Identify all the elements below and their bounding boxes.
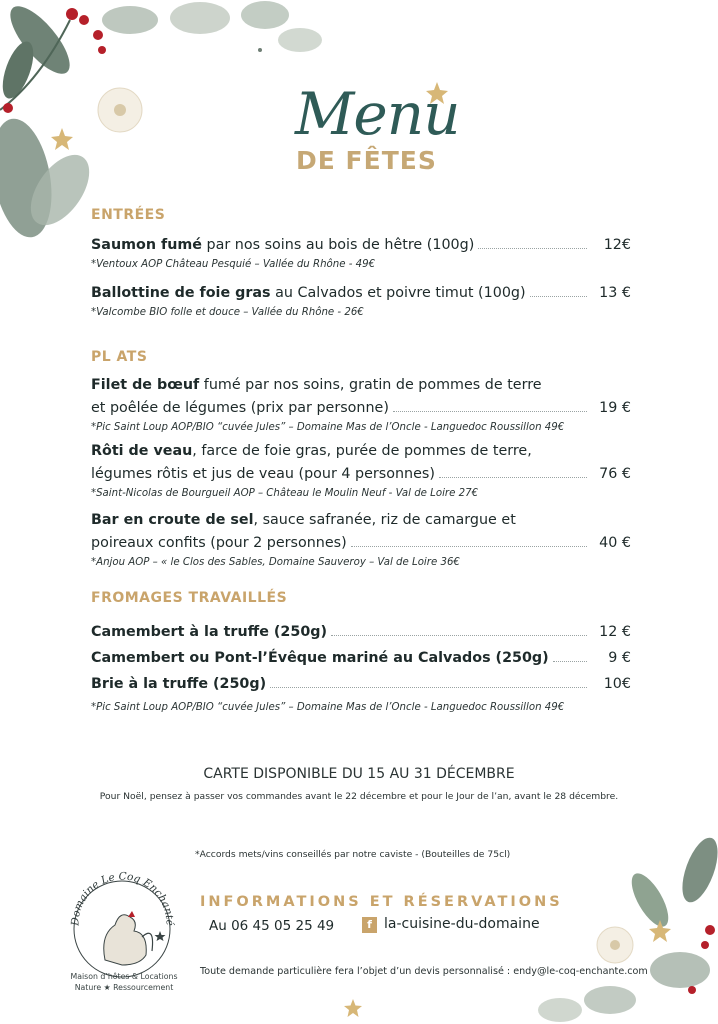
leader-dots bbox=[331, 635, 587, 636]
item-desc: , sauce safranée, riz de camargue et bbox=[253, 512, 516, 528]
section-heading-entrees: ENTRÉES bbox=[91, 207, 166, 223]
item-name: Brie à la truffe (250g) bbox=[91, 676, 267, 692]
item-price: 76 € bbox=[599, 466, 631, 482]
leader-dots bbox=[478, 248, 587, 249]
menu-item-ballottine bbox=[91, 282, 631, 320]
item-desc-line2: et poêlée de légumes (prix par personne) bbox=[91, 400, 389, 416]
item-desc: , farce de foie gras, purée de pommes de terre, bbox=[192, 443, 532, 459]
item-price: 10€ bbox=[603, 676, 631, 692]
item-price: 40 € bbox=[599, 535, 631, 551]
footer-note: Toute demande particulière fera l’objet d’un devis personnalisé : endy@le-coq-enchante.com bbox=[200, 966, 648, 977]
item-name: Filet de bœuf bbox=[91, 377, 200, 393]
menu-item-saumon bbox=[91, 234, 631, 272]
menu-item-camembert-truffe bbox=[91, 621, 631, 644]
menu-item-bar-croute bbox=[91, 509, 631, 570]
wine-pairing: *Anjou AOP – « le Clos des Sables, Domaine Sauveroy – Val de Loire 36€ bbox=[91, 557, 460, 568]
item-name: Bar en croute de sel bbox=[91, 512, 254, 528]
item-desc: au Calvados et poivre timut (100g) bbox=[270, 285, 526, 301]
section-heading-fromages: FROMAGES TRAVAILLÉS bbox=[91, 590, 288, 606]
facebook-page-link[interactable]: la-cuisine-du-domaine bbox=[384, 916, 540, 932]
menu-item-camembert-calvados bbox=[91, 647, 631, 670]
item-name: Rôti de veau bbox=[91, 443, 193, 459]
item-price: 12€ bbox=[603, 237, 631, 253]
availability-note: Pour Noël, pensez à passer vos commandes avant le 22 décembre et pour le Jour de l’an, avant le 28 décembre. bbox=[99, 791, 619, 802]
wine-pairing-fromages: *Pic Saint Loup AOP/BIO “cuvée Jules” – Domaine Mas de l’Oncle - Languedoc Roussillon 49€ bbox=[91, 702, 565, 713]
item-name: Ballottine de foie gras bbox=[91, 285, 271, 301]
item-name: Saumon fumé bbox=[91, 237, 202, 253]
logo-caption-1: Maison d’hôtes & Locations bbox=[70, 972, 178, 981]
menu-item-brie-truffe bbox=[91, 673, 631, 696]
facebook-icon[interactable]: f bbox=[362, 917, 377, 933]
menu-item-roti-veau bbox=[91, 440, 631, 501]
wine-pairing: *Saint-Nicolas de Bourgueil AOP – Château le Moulin Neuf - Val de Loire 27€ bbox=[91, 488, 479, 499]
menu-title: Menu bbox=[295, 80, 460, 148]
leader-dots bbox=[270, 687, 587, 688]
wine-pairing: *Valcombe BIO folle et douce – Vallée du Rhône - 26€ bbox=[91, 307, 364, 318]
wine-pairing: *Pic Saint Loup AOP/BIO “cuvée Jules” – Domaine Mas de l’Oncle - Languedoc Roussillon 49€ bbox=[91, 422, 565, 433]
leader-dots bbox=[553, 661, 587, 662]
menu-subtitle: DE FÊTES bbox=[296, 146, 437, 175]
accords-note: *Accords mets/vins conseillés par notre caviste - (Bouteilles de 75cl) bbox=[195, 849, 511, 860]
section-heading-plats: PL ATS bbox=[91, 349, 148, 365]
item-price: 9 € bbox=[608, 650, 631, 666]
item-price: 13 € bbox=[599, 285, 631, 301]
menu-item-filet-boeuf bbox=[91, 374, 631, 435]
leader-dots bbox=[351, 546, 587, 547]
item-desc-line2: légumes rôtis et jus de veau (pour 4 personnes) bbox=[91, 466, 435, 482]
logo-arc-text: Domaine Le Coq Enchanté bbox=[69, 870, 176, 926]
leader-dots bbox=[439, 477, 587, 478]
item-name: Camembert à la truffe (250g) bbox=[91, 624, 328, 640]
availability-title: CARTE DISPONIBLE DU 15 AU 31 DÉCEMBRE bbox=[203, 766, 515, 782]
star-icon bbox=[51, 128, 73, 150]
leader-dots bbox=[530, 296, 587, 297]
item-desc: par nos soins au bois de hêtre (100g) bbox=[202, 237, 475, 253]
item-price: 12 € bbox=[599, 624, 631, 640]
foliage-top-left bbox=[0, 0, 340, 240]
berry-icon bbox=[705, 925, 715, 935]
star-icon bbox=[649, 920, 671, 942]
item-desc-line2: poireaux confits (pour 2 personnes) bbox=[91, 535, 347, 551]
item-desc: fumé par nos soins, gratin de pommes de terre bbox=[199, 377, 542, 393]
item-price: 19 € bbox=[599, 400, 631, 416]
item-name: Camembert ou Pont-l’Évêque mariné au Calvados (250g) bbox=[91, 650, 549, 666]
phone-number[interactable]: Au 06 45 05 25 49 bbox=[209, 918, 335, 934]
berry-icon bbox=[66, 8, 78, 20]
star-icon bbox=[343, 998, 363, 1018]
logo-caption-2: Nature ★ Ressourcement bbox=[74, 983, 174, 992]
info-heading: INFORMATIONS ET RÉSERVATIONS bbox=[200, 894, 563, 910]
leader-dots bbox=[393, 411, 587, 412]
wine-pairing: *Ventoux AOP Château Pesquié – Vallée du Rhône - 49€ bbox=[91, 259, 376, 270]
